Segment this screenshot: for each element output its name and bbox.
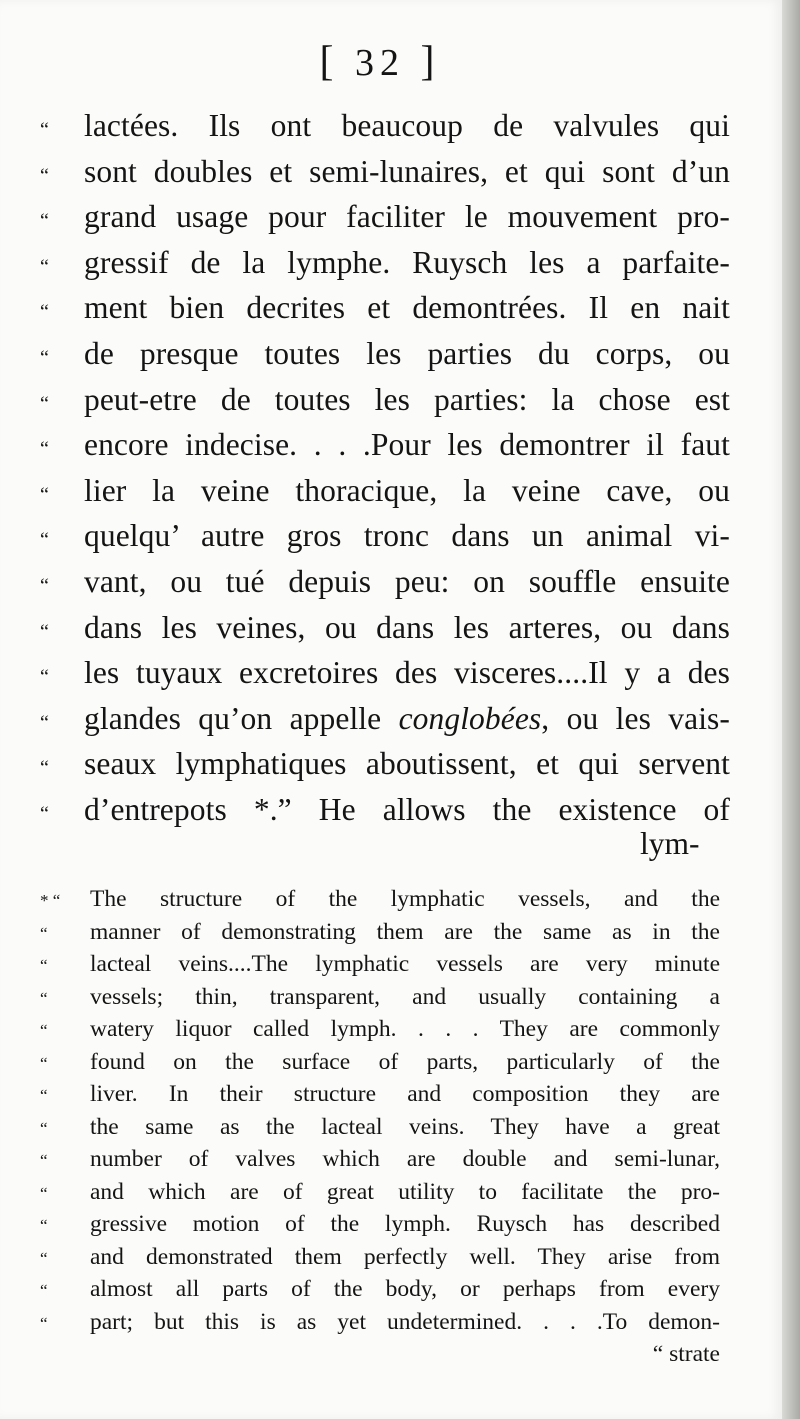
footnote-line	[40, 1114, 720, 1147]
text-line	[40, 427, 730, 473]
text-line	[40, 655, 730, 701]
italic-term: conglobées	[398, 700, 542, 736]
page-number	[300, 38, 460, 86]
text-line	[40, 154, 730, 200]
quote-mark: “	[40, 210, 49, 233]
quote-mark: “	[40, 956, 48, 975]
quote-mark: “	[40, 574, 49, 597]
footnote-text: watery liquor called lymph. . . . They are commonly	[90, 1016, 720, 1042]
footnote-line	[40, 1081, 720, 1114]
footnote-text: part; but this is as yet undetermined. . . .To demon-	[90, 1308, 720, 1335]
footnote-line	[40, 886, 720, 919]
footnote-text: almost all parts of the body, or perhaps from every	[90, 1276, 720, 1302]
footnote-line	[40, 1016, 720, 1049]
line-text: grand usage pour faciliter le mouvement pro-	[84, 199, 730, 235]
footnote-text: gressive motion of the lymph. Ruysch has described	[90, 1211, 720, 1237]
footnote-text: liver. In their structure and composition they are	[90, 1081, 720, 1107]
line-text: seaux lymphatiques aboutissent, et qui servent	[84, 746, 730, 782]
footnote-text: found on the surface of parts, particularly of the	[90, 1048, 720, 1075]
quote-mark: “	[40, 346, 49, 369]
quote-mark: “	[40, 1183, 48, 1203]
quote-mark: “	[40, 1248, 48, 1268]
footnote-line	[40, 951, 720, 984]
quote-mark: “	[40, 802, 49, 825]
text-line	[40, 382, 730, 428]
footnote-text: The structure of the lymphatic vessels, and the	[90, 886, 720, 912]
quote-mark: “	[40, 529, 49, 552]
quote-mark: “	[40, 988, 48, 1008]
text-line	[40, 792, 730, 838]
text-line	[40, 199, 730, 245]
text-line	[40, 564, 730, 610]
quote-mark: “	[40, 620, 49, 643]
quote-mark: “	[40, 438, 49, 461]
page-edge-shadow	[782, 0, 800, 1419]
quote-mark: “	[40, 1118, 48, 1138]
line-text: les tuyaux excretoires des visceres....Il y a des	[84, 655, 730, 691]
footnote-line	[40, 1211, 720, 1244]
line-text: ment bien decrites et demontrées. Il en nait	[84, 290, 730, 326]
text-line	[40, 290, 730, 336]
footnote-text: and which are of great utility to facilitate the pro-	[90, 1178, 720, 1205]
text-line	[40, 701, 730, 747]
line-text: lier la veine thoracique, la veine cave, ou	[84, 472, 730, 508]
footnote-text: manner of demonstrating them are the same as in the	[90, 918, 720, 945]
page-number-value: 32	[355, 42, 405, 84]
footnote-line	[40, 1049, 720, 1082]
footnote-text: vessels; thin, transparent, and usually containing a	[90, 983, 720, 1010]
footnote-catchword: “ strate	[652, 1341, 720, 1367]
quote-mark: “	[40, 1086, 48, 1105]
quote-mark: “	[40, 757, 49, 780]
quote-mark: “	[40, 923, 48, 943]
footnote-line	[40, 984, 720, 1017]
line-text: dans les veines, ou dans les arteres, ou dans	[84, 609, 730, 645]
quote-mark: “	[40, 301, 49, 324]
footnote-line	[40, 1179, 720, 1212]
footnote-line	[40, 919, 720, 952]
line-text: vant, ou tué depuis peu: on souffle ensuite	[84, 563, 730, 599]
quote-mark: “	[40, 119, 49, 141]
quote-mark: “	[40, 255, 49, 278]
line-text	[84, 701, 730, 737]
text-line	[40, 245, 730, 291]
footnote	[40, 886, 720, 1374]
line-text: lactées. Ils ont beaucoup de valvules qui	[84, 108, 730, 143]
quote-mark: “	[40, 1053, 48, 1073]
footnote-text: lacteal veins....The lymphatic vessels are very minute	[90, 951, 720, 977]
line-text: gressif de la lymphe. Ruysch les a parfaite-	[84, 244, 730, 280]
quote-mark: “	[40, 1216, 48, 1235]
footnote-line	[40, 1146, 720, 1179]
text-line	[40, 108, 730, 154]
footnote-line	[40, 1341, 720, 1374]
quote-mark: “	[40, 711, 49, 734]
quote-mark: “	[40, 1281, 48, 1300]
catchword: lym-	[640, 826, 700, 861]
text-line	[40, 336, 730, 382]
left-bracket: [	[319, 39, 340, 85]
quote-mark: “	[40, 483, 49, 506]
quote-mark: “	[40, 1313, 48, 1333]
main-text	[40, 108, 730, 838]
line-text: sont doubles et semi-lunaires, et qui sont d’un	[84, 153, 730, 189]
quote-mark: “	[40, 1151, 48, 1170]
right-bracket: ]	[420, 39, 441, 85]
footnote-text: and demonstrated them perfectly well. They arise from	[90, 1243, 720, 1270]
line-text-after: , ou les vais-	[541, 700, 731, 736]
footnote-text: number of valves which are double and semi-lunar,	[90, 1146, 720, 1172]
line-text: encore indecise. . . .Pour les demontrer il faut	[84, 427, 730, 463]
text-line	[40, 473, 730, 519]
footnote-line	[40, 1309, 720, 1342]
line-text-before: glandes qu’on appelle	[84, 700, 399, 736]
quote-mark: “	[40, 666, 49, 689]
quote-mark: “	[40, 164, 49, 187]
line-text: quelqu’ autre gros tronc dans un animal vi-	[84, 518, 730, 554]
footnote-marker: * “	[40, 891, 61, 910]
text-line	[40, 746, 730, 792]
footnote-line	[40, 1244, 720, 1277]
text-line	[40, 518, 730, 564]
line-text: de presque toutes les parties du corps, ou	[84, 335, 730, 371]
text-line	[40, 610, 730, 656]
quote-mark: “	[40, 392, 49, 415]
footnote-line	[40, 1276, 720, 1309]
quote-mark: “	[40, 1021, 48, 1040]
line-text: d’entrepots *.” He allows the existence of	[84, 791, 730, 827]
line-text: peut-etre de toutes les parties: la chose est	[84, 381, 730, 417]
footnote-text: the same as the lacteal veins. They have a great	[90, 1113, 720, 1140]
